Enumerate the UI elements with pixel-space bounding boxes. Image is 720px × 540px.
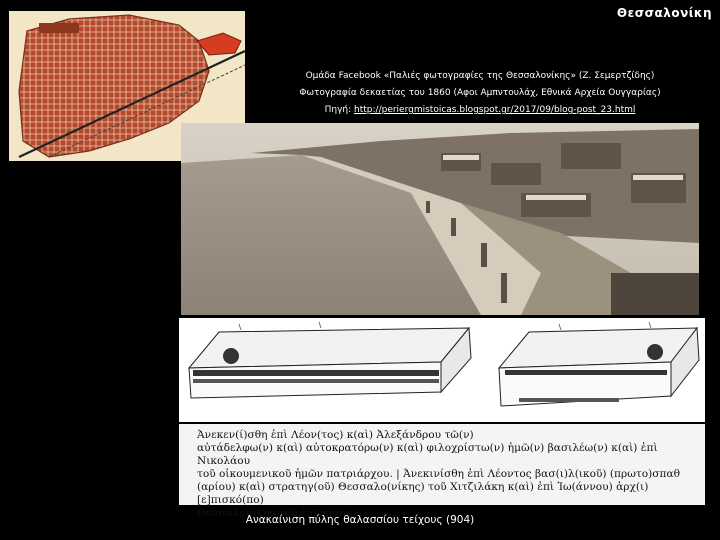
source-link[interactable]: http://periergmistoicas.blogspot.gr/2017/09/blog-post_23.html xyxy=(354,105,636,115)
footer-caption: Ανακαίνιση πύλης θαλασσίου τείχους (904) xyxy=(245,514,475,526)
caption xyxy=(245,68,715,119)
caption-line-photo-credit: Φωτογραφία δεκαετίας του 1860 (Αφοι Αμπντουλάχ, Εθνικά Αρχεία Ουγγαρίας) xyxy=(299,88,661,98)
inscription-text xyxy=(179,424,705,519)
inscription-line: Θεσσαλονίκης τοῦ ἐντοπίου. xyxy=(197,507,353,519)
inscription-line: (αρίου) κ(αὶ) στρατηγ(οῦ) Θεσσαλο(νίκης) τοῦ Χιτζιλάκη κ(αὶ) ἐπὶ Ἰω(άννου) ἀρχ(ι)[ε]πισκό(πο) xyxy=(197,481,649,506)
inscription-line: Ἀνεκεν(ί)σθη ἐπὶ Λέον(τος) κ(αὶ) Ἀλεξάνδρου τῶ(ν) xyxy=(197,429,474,441)
inscription-blocks-drawing xyxy=(179,318,705,422)
caption-line-facebook: Ομάδα Facebook «Παλιές φωτογραφίες της Θεσσαλονίκης» (Ζ. Σεμερτζίδης) xyxy=(305,71,655,81)
sea-wall-photograph-drawing xyxy=(181,123,699,315)
sea-wall-photograph xyxy=(181,123,699,315)
caption-source xyxy=(245,102,715,119)
page-title: Θεσσαλονίκη xyxy=(616,6,712,20)
inscription-line: αὐτάδελφω(ν) κ(αὶ) αὐτοκρατόρω(ν) κ(αὶ) φιλοχρίστω(ν) ἡμῶ(ν) βασιλέω(ν) κ(αὶ) ἐπὶ Νικολάου xyxy=(197,442,658,467)
inscription-line: τοῦ οἰκουμενικοῦ ἡμῶν πατριάρχου. | Ἀνεκινίσθη ἐπὶ Λέοντος βασ(ι)λ(ικοῦ) (πρωτο)σπαθ xyxy=(197,468,680,480)
inscription-blocks-illustration xyxy=(179,318,705,422)
source-label: Πηγή: xyxy=(324,105,352,115)
